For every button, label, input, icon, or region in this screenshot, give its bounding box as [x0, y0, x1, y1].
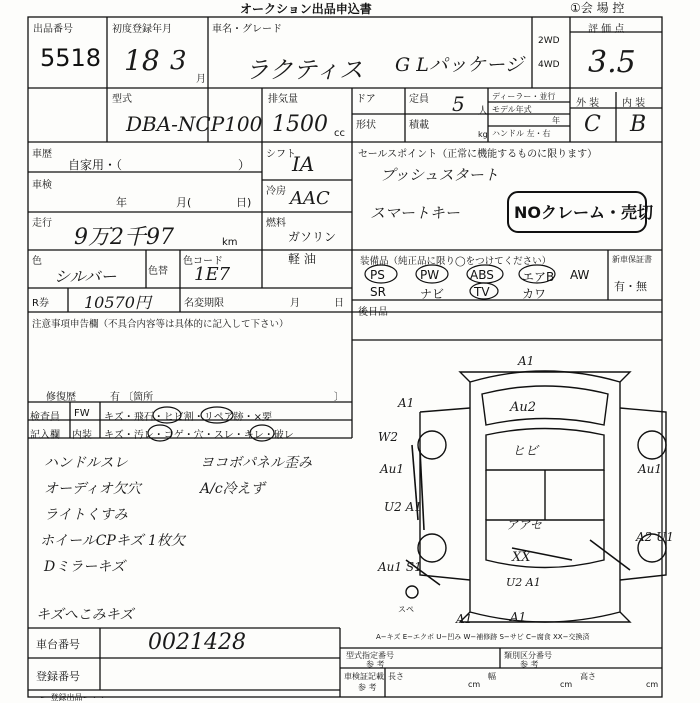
exterior-grade: C [584, 112, 601, 137]
equip-aw: AW [570, 268, 590, 282]
copy-label: ①会 場 控 [570, 1, 625, 15]
repair-value: 有 〔箇所 [110, 392, 154, 403]
damage-mark: A2 U1 [636, 530, 674, 544]
hand-note-right: ヨコボパネル歪み [200, 455, 312, 471]
height-label: 高さ [580, 672, 596, 681]
footer-partial: ー 登録出品ー・・ [40, 693, 107, 702]
car-name: ラクティス [245, 56, 364, 84]
equip-pw: PW [420, 268, 440, 282]
shaken-day: 日) [236, 196, 252, 209]
class-number-label: 類別区分番号 [504, 651, 552, 660]
first-reg-month: 3 [170, 46, 187, 76]
form-title: オークション出品申込書 [240, 2, 372, 16]
hand-note: キズへこみキズ [36, 607, 134, 623]
color-code-value: 1E7 [194, 264, 231, 285]
name-change-month: 月 [290, 298, 300, 309]
registration-label: 登録番号 [36, 670, 80, 683]
damage-mark: Au1 S1 [378, 560, 422, 574]
cert-ref: 参 考 [358, 683, 377, 692]
drive-2wd: 2WD [538, 36, 560, 46]
fuel-gas: ガソリン [288, 230, 337, 244]
hand-note: ハンドルスレ [44, 455, 128, 471]
mileage-value: 9万2千97 [74, 225, 174, 250]
displacement-value: 1500 [272, 112, 328, 137]
equip-leather: カワ [522, 287, 547, 301]
class-number-ref: 参 考 [520, 660, 539, 669]
sales-point-2: スマートキー [370, 204, 460, 222]
fuel-label: 燃料 [266, 218, 286, 229]
score-label: 評 価 点 [588, 24, 625, 35]
length-label: 長さ [388, 672, 404, 681]
color-label: 色 [32, 256, 42, 267]
first-reg-year: 18 [124, 44, 160, 77]
shaken-month: 月( [176, 196, 192, 209]
interior-grade: B [630, 112, 647, 137]
shift-label: シフト [266, 149, 296, 160]
hand-note: Dミラーキズ [44, 559, 125, 575]
mileage-label: 走行 [32, 218, 52, 229]
sales-point-label: セールスポイント（正常に機能するものに限ります） [358, 149, 598, 160]
exterior-label: 外 装 [576, 98, 600, 109]
equip-airbag: エアB [522, 270, 555, 284]
hand-note: ホイールCPキズ 1枚欠 [40, 533, 185, 549]
width-unit: cm [560, 680, 573, 689]
damage-mark: アアセ [506, 518, 542, 532]
damage-mark: U2 A1 [506, 576, 541, 589]
equip-tv: TV [474, 285, 490, 299]
displacement-label: 排気量 [268, 94, 298, 105]
warranty-label: 新車保証書 [612, 255, 652, 264]
door-label: ドア [356, 94, 376, 105]
ac-value: AAC [290, 188, 330, 209]
car-grade: G Lパッケージ [395, 54, 524, 76]
score-value: 3.5 [588, 45, 636, 80]
repair-label: 修復歴 [46, 392, 76, 403]
drive-4wd: 4WD [538, 60, 560, 70]
dealer-label: ディーラー・並行 [492, 92, 556, 101]
chassis-number: 0021428 [148, 630, 246, 655]
shape-label: 形状 [356, 120, 376, 131]
damage-mark: A1 [510, 610, 527, 624]
type-designation-label: 型式指定番号 [346, 651, 394, 660]
model-label: 型式 [112, 94, 132, 105]
fw-items: キズ・飛石・ヒビ割・リペア跡・×要 [104, 412, 272, 423]
shaken-label: 車検 [32, 180, 52, 191]
damage-mark: ヒビ [512, 444, 539, 459]
color-change-label: 色替 [148, 266, 168, 277]
damage-mark: U2 A1 [384, 500, 422, 514]
load-unit: kg [478, 130, 488, 139]
inspector-label: 検査員 [30, 412, 60, 423]
load-label: 積載 [409, 120, 429, 131]
sales-point-1: プッシュスタート [380, 166, 499, 184]
handle-label: ハンドル 左・右 [492, 129, 551, 138]
fw-label: FW [74, 408, 90, 419]
color-value: シルバー [54, 267, 117, 286]
height-unit: cm [646, 680, 659, 689]
damage-mark: Au1 [638, 462, 663, 476]
model-year-label: モデル年式 [492, 105, 532, 114]
fuel-diesel: 軽 油 [288, 252, 316, 266]
length-unit: cm [468, 680, 481, 689]
equip-sr: SR [370, 285, 386, 299]
damage-mark: A1 [398, 396, 415, 410]
equipment-label: 装備品（純正品に限り◯をつけてください） [360, 256, 552, 267]
repair-close: 〕 [334, 392, 344, 403]
width-label: 幅 [488, 672, 496, 681]
hand-note-right: A/c冷えず [200, 481, 265, 497]
cert-label: 車検証記載 [344, 672, 384, 681]
type-designation-ref: 参 考 [366, 660, 385, 669]
color-code-label: 色コード [183, 256, 223, 267]
capacity-value: 5 [452, 92, 465, 116]
chassis-label: 車台番号 [36, 638, 80, 651]
shift-value: IA [292, 152, 315, 176]
name-change-day: 日 [334, 298, 344, 309]
first-reg-label: 初度登録年月 [112, 24, 172, 35]
damage-legend: A−キズ E−エクボ U−凹み W−補修跡 S−サビ C−腐食 XX−交換済 [376, 633, 590, 641]
equip-navi: ナビ [420, 287, 445, 301]
mileage-unit: km [222, 237, 238, 248]
hand-note: オーディオ欠穴 [44, 481, 141, 497]
notes-label: 注意事項申告欄（不具合内容等は具体的に記入して下さい） [32, 319, 289, 330]
displacement-unit: cc [334, 128, 345, 139]
damage-mark: XX [512, 550, 531, 565]
history-close: ） [238, 158, 251, 172]
history-label: 車歴 [32, 149, 52, 160]
equip-abs: ABS [470, 268, 494, 282]
name-change-label: 名変期限 [184, 298, 224, 309]
car-name-label: 車名・グレード [212, 24, 282, 35]
lot-label: 出品番号 [33, 24, 73, 35]
recycle-label: R券 [32, 298, 49, 309]
entry-label: 記入欄 [30, 430, 60, 441]
shaken-year: 年 [116, 196, 127, 209]
damage-mark: Au2 [510, 400, 537, 415]
damage-mark: Au1 [380, 462, 405, 476]
equip-ps: PS [370, 268, 385, 282]
history-value: 自家用・（ [68, 158, 123, 172]
interior-items: キズ・汚レ・コゲ・穴・スレ・キレ・破レ [104, 430, 294, 441]
post-item-label: 後日品 [358, 307, 388, 318]
damage-mark: A1 [456, 612, 473, 626]
damage-mark: A1 [518, 354, 535, 368]
month-unit: 月 [196, 74, 206, 85]
interior-row-label: 内装 [72, 430, 92, 441]
no-claim-stamp: NOクレーム・売切 [514, 203, 653, 222]
year-unit: 年 [552, 116, 560, 125]
recycle-value: 10570円 [84, 293, 151, 312]
ac-label: 冷房 [266, 186, 286, 197]
interior-label: 内 装 [622, 98, 646, 109]
hand-note: ライトくすみ [44, 507, 128, 523]
warranty-value: 有・無 [614, 280, 647, 293]
lot-number: 5518 [40, 44, 102, 72]
capacity-label: 定員 [409, 94, 429, 105]
capacity-unit: 人 [478, 106, 488, 117]
spare-tire-label: スペ [398, 605, 414, 614]
damage-mark: W2 [378, 430, 398, 444]
model-value: DBA-NCP100 [126, 112, 263, 136]
